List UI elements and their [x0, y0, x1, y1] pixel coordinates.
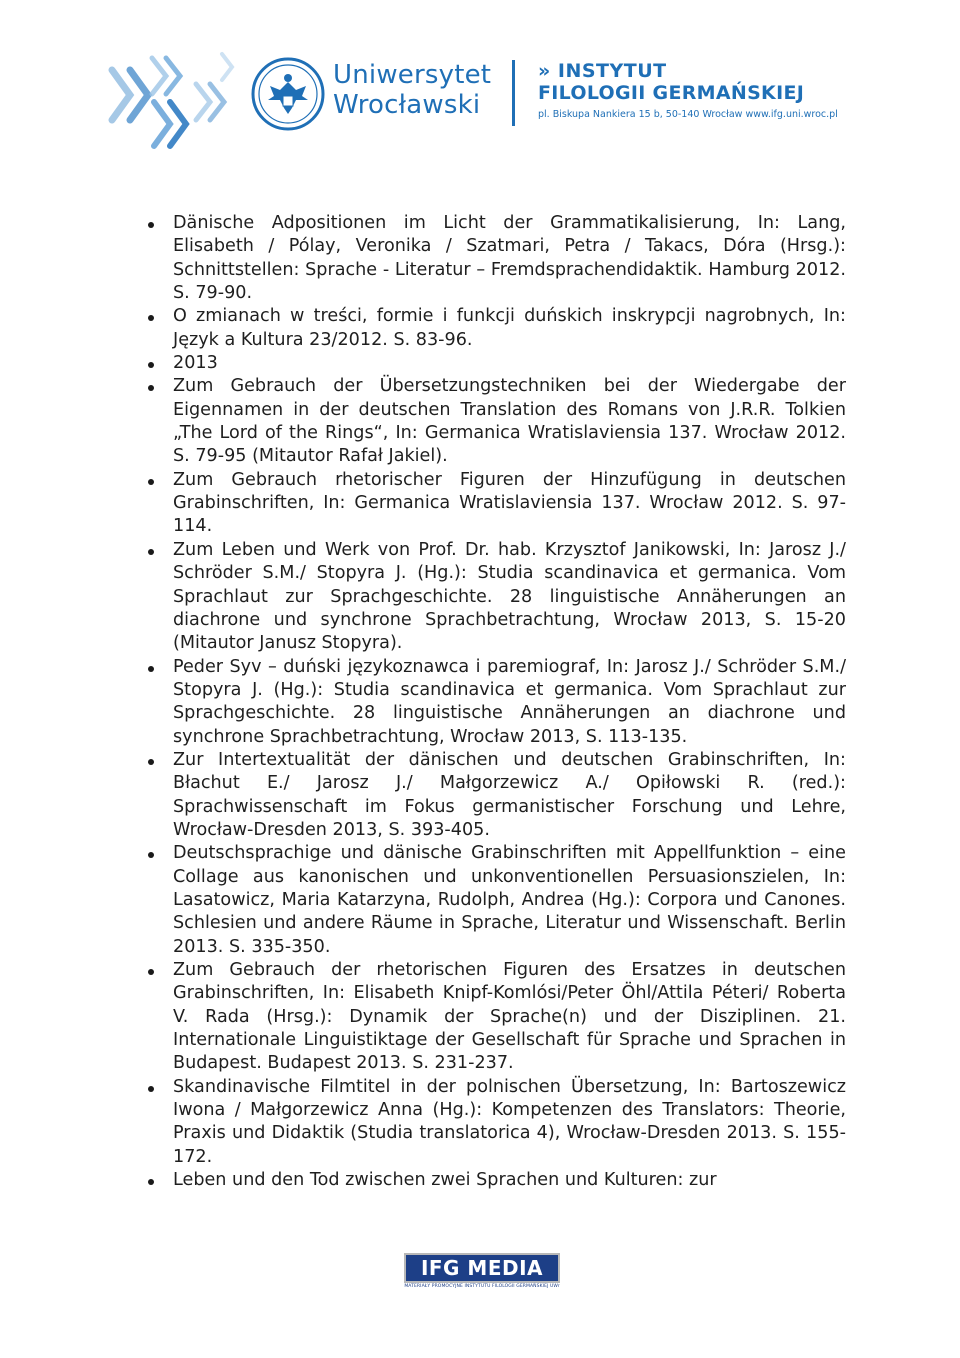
publication-text: Zum Gebrauch der rhetorischen Figuren des Ersatzes in deutschen Grabinschriften, In: Elisabeth Knipf-Komlósi/Peter Öhl/Attila Péteri/ Roberta V. Rada (Hrsg.): Dynamik der Sprache(n) und der Disziplinen. 21. Internationale Linguistiktage der Gesellschaft für Sprache und Sprachen in Budapest. Budapest 2013. S. 231-237.	[173, 960, 846, 1074]
publication-text: O zmianach w treści, formie i funkcji duńskich inskrypcji nagrobnych, In: Język a Kultura 23/2012. S. 83-96.	[173, 306, 846, 350]
publication-text: Zur Intertextualität der dänischen und deutschen Grabinschriften, In: Błachut E./ Jarosz J./ Małgorzewicz A./ Opiłowski R. (red.): Sprachwissenschaft im Fokus germanistischer Forschung und Lehre, Wrocław-Dresden 2013, S. 393-405.	[173, 749, 846, 840]
university-name-line1: Uniwersytet	[333, 60, 492, 90]
bullet-icon	[148, 759, 154, 765]
chevrons-decoration-icon	[100, 40, 250, 150]
publication-item	[148, 656, 846, 749]
header-divider	[512, 60, 515, 126]
bullet-icon	[148, 362, 154, 368]
publication-item	[148, 305, 846, 352]
publication-list	[148, 212, 846, 1192]
bullet-icon	[148, 315, 154, 321]
publication-text: Deutschsprachige und dänische Grabinschriften mit Appellfunktion – eine Collage aus kanonischen und unkonventionellen Persuasionszielen, In: Lasatowicz, Maria Katarzyna, Rudolph, Andrea (Hg.): Corpora und Canones. Schlesien und andere Räume in Sprache, Literatur und Wissenschaft. Berlin 2013. S. 335-350.	[173, 843, 846, 957]
institute-address: pl. Biskupa Nankiera 15 b, 50-140 Wrocław www.ifg.uni.wroc.pl	[538, 109, 838, 120]
institute-block	[538, 60, 838, 122]
institute-name-line2: FILOLOGII GERMAŃSKIEJ	[538, 82, 805, 104]
publication-text: Skandinavische Filmtitel in der polnischen Übersetzung, In: Bartoszewicz Iwona / Małgorzewicz Anna (Hg.): Kompetenzen des Translators: Theorie, Praxis und Didaktik (Studia translatorica 4), Wrocław-Dresden 2013. S. 155-172.	[173, 1076, 846, 1167]
publication-item	[148, 1076, 846, 1169]
bullet-icon	[148, 1179, 154, 1185]
university-name-line2: Wrocławski	[333, 90, 481, 120]
university-emblem-icon	[250, 56, 326, 132]
publication-item	[148, 842, 846, 959]
publication-item	[148, 375, 846, 468]
publication-text: Leben und den Tod zwischen zwei Sprachen und Kulturen: zur	[173, 1170, 717, 1191]
bullet-icon	[148, 1086, 154, 1092]
publication-item	[148, 539, 846, 656]
ifg-media-logo-subtext: MATERIAŁY PROMOCYJNE INSTYTUTU FILOLOGII GERMAŃSKIEJ UWr	[404, 1284, 560, 1289]
publication-item	[148, 749, 846, 842]
publication-text: Zum Gebrauch der Übersetzungstechniken bei der Wiedergabe der Eigennamen in der deutschen Translation des Romans von J.R.R. Tolkien „The Lord of the Rings“, In: Germanica Wratislaviensia 137. Wrocław 2012. S. 79-95 (Mitautor Rafał Jakiel).	[173, 376, 846, 467]
publication-list-container	[148, 212, 846, 1192]
bullet-icon	[148, 666, 154, 672]
ifg-media-logo-box	[404, 1253, 560, 1283]
publication-text: 2013	[173, 353, 218, 374]
publication-item	[148, 469, 846, 539]
publication-item	[148, 212, 846, 305]
page-header	[0, 0, 960, 160]
bullet-icon	[148, 479, 154, 485]
publication-item	[148, 959, 846, 1076]
publication-text: Zum Leben und Werk von Prof. Dr. hab. Krzysztof Janikowski, In: Jarosz J./ Schröder S.M./ Stopyra J. (Hg.): Studia scandinavica et germanica. Vom Sprachlaut zur Sprachgeschichte. 28 linguistische Annäherungen an diachrone und synchrone Sprachbetrachtung, Wrocław 2013, S. 15-20 (Mitautor Janusz Stopyra).	[173, 539, 846, 654]
bullet-icon	[148, 969, 154, 975]
institute-name-line1: » INSTYTUT	[538, 60, 667, 82]
university-name	[333, 60, 491, 120]
ifg-media-logo	[404, 1253, 560, 1293]
bullet-icon	[148, 385, 154, 391]
publication-text: Peder Syv – duński językoznawca i paremiograf, In: Jarosz J./ Schröder S.M./ Stopyra J. (Hg.): Studia scandinavica et germanica. Vom Sprachlaut zur Sprachgeschichte. 28 linguistische Annäherungen an diachrone und synchrone Sprachbetrachtung, Wrocław 2013, S. 113-135.	[173, 656, 846, 747]
ifg-media-logo-text: IFG MEDIA	[420, 1256, 544, 1280]
bullet-icon	[148, 549, 154, 555]
publication-text: Dänische Adpositionen im Licht der Grammatikalisierung, In: Lang, Elisabeth / Pólay, Veronika / Szatmari, Petra / Takacs, Dóra (Hrsg.): Schnittstellen: Sprache - Literatur – Fremdsprachendidaktik. Hamburg 2012. S. 79-90.	[173, 213, 846, 304]
publication-item	[148, 1169, 846, 1192]
bullet-icon	[148, 222, 154, 228]
publication-text: Zum Gebrauch rhetorischer Figuren der Hinzufügung in deutschen Grabinschriften, In: Germanica Wratislaviensia 137. Wrocław 2012. S. 97-114.	[173, 469, 846, 537]
bullet-icon	[148, 852, 154, 858]
publication-item	[148, 352, 846, 375]
